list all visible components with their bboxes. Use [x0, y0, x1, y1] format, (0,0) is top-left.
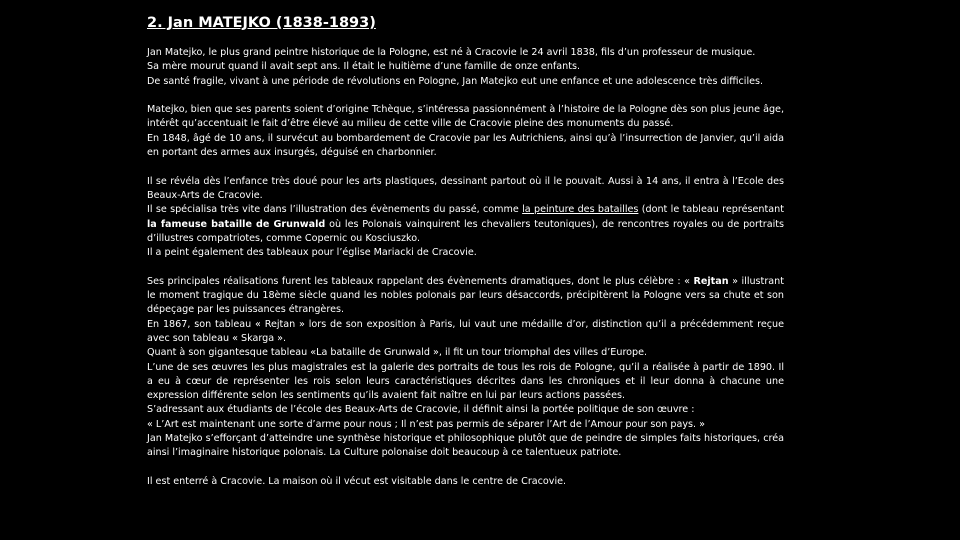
text-sentence: S’adressant aux étudiants de l’école des Beaux-Arts de Cracovie, il définit ainsi la portée politique de son œuvre : [147, 404, 695, 416]
bold-phrase: Rejtan [693, 275, 729, 287]
text-sentence: Il a peint également des tableaux pour l’église Mariacki de Cracovie. [147, 247, 477, 259]
biography-text [147, 46, 784, 489]
text-line: De santé fragile, vivant à une période de révolutions en Pologne, Jan Matejko eut une enfance et une adolescence très difficiles. [147, 75, 764, 87]
paragraph-burial [147, 475, 784, 489]
text-sentence: En 1848, âgé de 10 ans, il survécut au bombardement de Cracovie par les Autrichiens, ainsi qu’à l’insurrection de Janvier, qu’il aida en portant des armes aux insurgés, déguisé en charbonnier. [147, 132, 784, 159]
text-sentence: Jan Matejko s’efforçant d’atteindre une synthèse historique et philosophique plutôt que de peindre de simples faits historiques, créa ainsi l’imaginaire historique polonais. La Culture polonaise doit beaucoup à ce talentueux patriote. [147, 433, 784, 459]
text-sentence: En 1867, son tableau « Rejtan » lors de son exposition à Paris, lui vaut une médaille d’or, distinction qu’il a précédemment reçue avec son tableau « Skarga ». [147, 318, 784, 344]
text-sentence: L’une de ses œuvres les plus magistrales est la galerie des portraits de tous les rois de Pologne, qu’il a réalisée à partir de 1890. Il a eu à cœur de représenter les rois selon leurs caractéristiques décrites dans les chroniques et il leur donna à chacune une expression différente selon les sentiments qu’ils avaient fait naître en lui par leurs actions passées. [147, 361, 784, 402]
paragraph-origins [147, 103, 784, 160]
text-sentence: Matejko, bien que ses parents soient d’origine Tchèque, s’intéressa passionnément à l’histoire de la Pologne dès son plus jeune âge, intérêt qu’accentuait le fait d’être élevé au milieu de cette ville de Cracovie pleine des monuments du passé. [147, 104, 784, 130]
paragraph-works [147, 275, 784, 461]
quote: « L’Art est maintenant une sorte d’arme pour nous ; Il n’est pas permis de séparer l’Art de l’Amour pour son pays. » [147, 418, 706, 430]
text-fragment: Ses principales réalisations furent les tableaux rappelant des évènements dramatiques, dont le plus célèbre : « [147, 275, 694, 287]
page-title: 2. Jan MATEJKO (1838-1893) [147, 15, 376, 31]
text-fragment: Il se spécialisa très vite dans l’illustration des évènements du passé, comme [147, 204, 523, 216]
text-sentence: Il est enterré à Cracovie. La maison où il vécut est visitable dans le centre de Cracovie. [147, 475, 567, 487]
paragraph-education [147, 175, 784, 261]
paragraph-childhood [147, 46, 784, 89]
text-sentence [147, 275, 784, 318]
bold-phrase: la fameuse bataille de Grunwald [147, 218, 326, 230]
text-line: Sa mère mourut quand il avait sept ans. Il était le huitième d’une famille de onze enfants. [147, 61, 581, 73]
text-fragment: où les Polonais vainquirent les chevaliers teutoniques), de rencontres royales ou de portraits d’illustres compatriotes, comme Copernic ou Kosciuszko. [147, 218, 785, 244]
text-line: Jan Matejko, le plus grand peintre historique de la Pologne, est né à Cracovie le 24 avril 1838, fils d’un professeur de musique. [147, 47, 756, 58]
battle-paintings-link[interactable]: la peinture des batailles [522, 204, 639, 216]
text-fragment: (dont le tableau représentant [638, 204, 784, 216]
text-sentence: Il se révéla dès l’enfance très doué pour les arts plastiques, dessinant partout où il le pouvait. Aussi à 14 ans, il entra à l’Ecole des Beaux-Arts de Cracovie. [147, 175, 784, 201]
text-sentence [147, 203, 784, 246]
text-sentence: Quant à son gigantesque tableau «La bataille de Grunwald », il fit un tour triomphal des villes d’Europe. [147, 347, 648, 359]
text-fragment: » illustrant le moment tragique du 18ème siècle quand les nobles polonais par leurs désaccords, précipitèrent la Pologne vers sa chute et son dépeçage par les puissances étrangères. [147, 275, 784, 316]
